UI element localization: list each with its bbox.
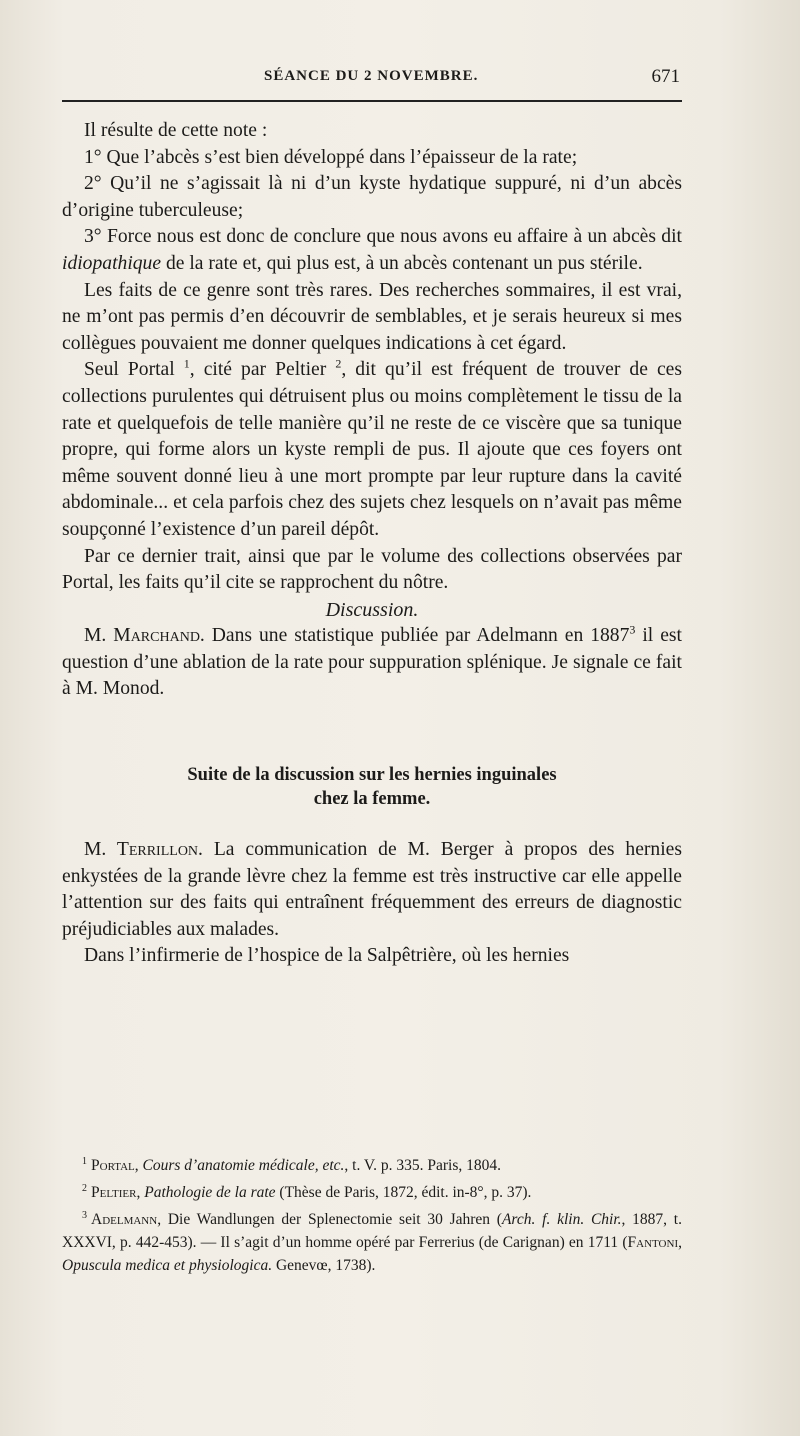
footnote-mark: 1 (82, 1156, 87, 1167)
footnote-author: Fantoni, (627, 1234, 682, 1252)
footnote-author: Peltier, (91, 1184, 141, 1202)
text-run: il est question d’une ablation de la rate pour suppuration splénique. Je signale ce fait à M. Monod. (62, 625, 682, 700)
text-run: (Thèse de Paris, 1872, édit. in-8°, p. 37). (275, 1184, 532, 1202)
paragraph: Dans l’infirmerie de l’hospice de la Salpêtrière, où les hernies (84, 945, 570, 967)
footnote-ref: 2 (335, 356, 342, 371)
paragraph (62, 357, 682, 543)
footnote-mark: 2 (82, 1183, 87, 1195)
text-run: Seul Portal (84, 359, 184, 381)
text-run: 3° Force nous est donc de conclure que nous avons eu affaire à un abcès dit (84, 226, 682, 248)
section-heading-line: Suite de la discussion sur les hernies inguinales (187, 765, 557, 786)
discussion-paragraph (62, 623, 682, 703)
text-run: La communication de M. Berger à propos des hernies enkystées de la grande lèvre chez la femme est très instructive car elle appelle l’attention sur des faits qui entraînent fréquemment des erreurs de diagnostic préjudiciables aux malades. (62, 839, 682, 940)
footnote (62, 1150, 682, 1177)
paragraph (62, 837, 682, 943)
discussion-title: Discussion. (325, 598, 419, 621)
footnote (62, 1177, 682, 1204)
text-run: Dans une statistique publiée par Adelmann en 1887 (204, 625, 630, 647)
text-run: , 1887, t. XXXVI, p. 442-453). — Il s’agit d’un homme opéré par Ferrerius (de Carignan) en 1711 ( (62, 1211, 682, 1252)
footnote-ref: 3 (629, 622, 636, 637)
italic-term: idiopathique (62, 252, 162, 274)
paragraph (62, 224, 682, 277)
speaker-name: M. Marchand. (84, 625, 205, 647)
text-run: , cité par Peltier (189, 359, 336, 381)
page-number: 671 (651, 66, 680, 87)
running-head: SÉANCE DU 2 NOVEMBRE. (264, 68, 479, 84)
paragraph: Il résulte de cette note : (84, 120, 268, 141)
paragraph: Par ce dernier trait, ainsi que par le volume des collections observées par Portal, les faits qu’il cite se rapprochent du nôtre. (62, 545, 682, 594)
footnote-title: Opuscula medica et physiologica. (62, 1257, 273, 1275)
footnotes (62, 1150, 682, 1277)
text-run: Die Wandlungen der Splenectomie seit 30 Jahren ( (161, 1211, 502, 1229)
paragraph: 1° Que l’abcès s’est bien développé dans l’épaisseur de la rate; (84, 146, 578, 168)
text-run: de la rate et, qui plus est, à un abcès contenant un pus stérile. (161, 252, 643, 274)
body-text (62, 118, 682, 970)
footnote-author: Portal, (91, 1157, 139, 1175)
footnote-title: Pathologie de la rate (144, 1184, 276, 1202)
speaker-name: M. Terrillon. (84, 839, 203, 861)
section-heading-line: chez la femme. (313, 789, 431, 810)
footnote (62, 1204, 682, 1277)
text-run: Genevœ, 1738). (272, 1257, 376, 1275)
footnote-journal: Arch. f. klin. Chir. (501, 1211, 622, 1229)
header-rule (62, 100, 682, 102)
footnote-title: Cours d’anatomie médicale, etc. (142, 1157, 345, 1175)
text-run: , t. V. p. 335. Paris, 1804. (344, 1157, 501, 1175)
footnote-mark: 3 (82, 1210, 87, 1222)
page-header (62, 62, 682, 92)
footnote-author: Adelmann, (91, 1211, 162, 1229)
footnote-ref: 1 (183, 356, 190, 371)
text-run: , dit qu’il est fréquent de trouver de ces collections purulentes qui détruisent plus ou moins complètement le tissu de la rate et quelquefois de telle manière qu’il ne reste de ce viscère que sa tunique propre, qui forme alors un kyste rempli de pus. Il ajoute que ces foyers ont même souvent donné lieu à une mort prompte par leur rupture dans la cavité abdominale... et cela parfois chez des sujets chez lesquels on n’avait pas même soupçonné l’existence d’un pareil dépôt. (62, 359, 682, 540)
paragraph: 2° Qu’il ne s’agissait là ni d’un kyste hydatique suppuré, ni d’un abcès d’origine tuberculeuse; (62, 173, 682, 221)
section-heading (62, 763, 682, 811)
paragraph: Les faits de ce genre sont très rares. Des recherches sommaires, il est vrai, ne m’ont pas permis d’en découvrir de semblables, et je serais heureux si mes collègues pouvaient me donner quelques indications à cet égard. (62, 279, 682, 354)
